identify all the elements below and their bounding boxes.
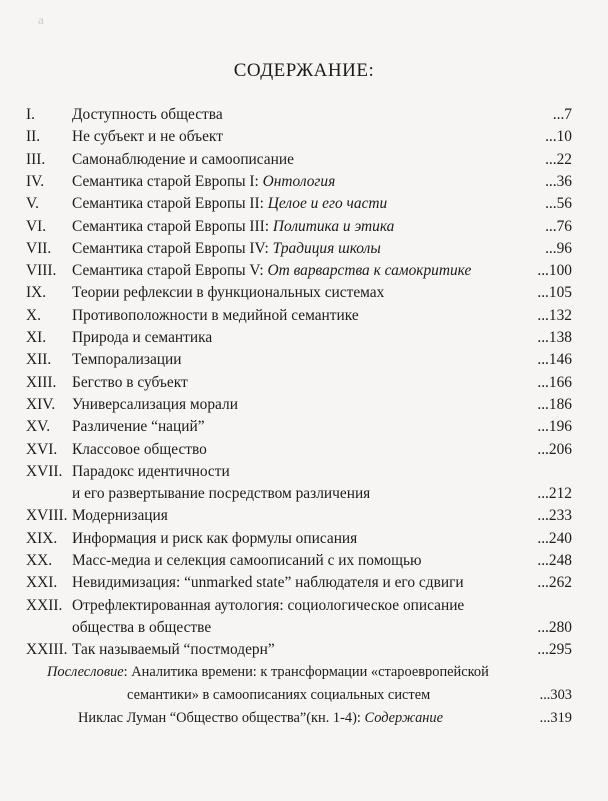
toc-entry-number: XVII. [26, 462, 63, 480]
toc-entry-title [72, 260, 471, 282]
toc-entry [0, 483, 608, 505]
toc-entry-title [72, 171, 335, 193]
toc-entry-page: ...56 [545, 195, 572, 213]
contents-italic: Содержание [364, 710, 443, 726]
toc-entry-page: ...295 [537, 641, 572, 659]
toc-entry-number: II. [26, 128, 41, 146]
toc-entry-italic: Целое и его части [267, 195, 388, 213]
toc-entry [0, 349, 608, 371]
toc-entry-text: Универсализация морали [72, 395, 238, 413]
toc-entry-number: VIII. [26, 262, 57, 280]
toc-entry-title [72, 416, 205, 438]
toc-entry-title [72, 617, 211, 639]
toc-entry-text: Бегство в субъект [72, 373, 188, 391]
toc-entry-text: Масс-медиа и селекция самоописаний с их помощью [72, 552, 422, 569]
toc-entry-title [72, 461, 230, 483]
toc-entry [0, 193, 608, 215]
toc-entry [0, 439, 608, 461]
toc-entry-number: XII. [26, 351, 52, 369]
toc-entry [0, 104, 608, 126]
toc-entry-text: Семантика старой Европы I: [72, 172, 263, 190]
toc-entry [0, 238, 608, 260]
toc-entry [0, 216, 608, 238]
toc-entry-number: XVI. [26, 440, 58, 458]
toc-entry-title [72, 483, 370, 505]
toc-entry-number: III. [26, 150, 46, 168]
toc-entry-italic: От варварства к самокритике [267, 262, 472, 280]
toc-entry-page: ...138 [537, 329, 572, 346]
toc-entry-italic: Традиция школы [272, 239, 381, 257]
toc-entry-page: ...196 [537, 418, 572, 436]
toc-entry-text: Семантика старой Европы IV: [72, 239, 273, 257]
toc-entry-page: ...186 [537, 395, 572, 413]
toc-entry-title [72, 528, 357, 550]
toc-entry-text: Классовое общество [72, 440, 207, 458]
toc-entry-number: XI. [26, 329, 47, 346]
toc-entry-page: ...262 [537, 574, 572, 592]
toc-entry-text: Доступность общества [72, 106, 223, 123]
toc-entry-number: XV. [26, 418, 51, 436]
toc-entry-number: XX. [26, 552, 53, 569]
toc-entry [0, 305, 608, 327]
toc-entry-italic: Онтология [262, 172, 336, 190]
toc-entry-number: XIX. [26, 529, 58, 547]
toc-entry-text: Отрефлектированная аутология: социологическое описание [72, 596, 465, 614]
afterword-text-2: семантики» в самоописаниях социальных систем [127, 687, 431, 703]
toc-entry-text: Темпорализации [72, 351, 182, 369]
toc-entry [0, 639, 608, 661]
toc-entry [0, 327, 608, 349]
toc-entry [0, 528, 608, 550]
toc-entry-text: Так называемый “постмодерн” [72, 641, 275, 659]
toc-entry [0, 550, 608, 572]
toc-entry-title [72, 305, 359, 327]
toc-entry-page: ...280 [537, 618, 572, 636]
toc-entry-title [72, 505, 168, 527]
toc-entry-page: ...96 [545, 239, 572, 257]
toc-entry-number: VII. [26, 239, 52, 257]
toc-entry-text: Не субъект и не объект [72, 128, 223, 146]
toc-entry-number: XIII. [26, 373, 57, 391]
toc-entry-title [72, 550, 422, 572]
toc-entry-text: Различение “наций” [72, 418, 205, 436]
toc-entry-text: Самонаблюдение и самоописание [72, 150, 294, 168]
toc-entry [0, 126, 608, 148]
toc-entry-page: ...7 [552, 106, 572, 123]
toc-entry-text: Теории рефлексии в функциональных системах [72, 284, 385, 302]
toc-entry-page: ...76 [545, 217, 572, 235]
toc-entry-text: Семантика старой Европы V: [72, 262, 268, 280]
toc-entry-title [72, 193, 387, 215]
toc-entry-number: IV. [26, 172, 45, 190]
toc-entry-page: ...10 [545, 128, 572, 146]
toc-entry-title [72, 572, 464, 594]
page-title: СОДЕРЖАНИЕ: [233, 60, 375, 81]
toc-entry-page: ...105 [537, 284, 572, 302]
toc-entry [0, 617, 608, 639]
toc-entry-title [72, 439, 207, 461]
afterword-line-1 [0, 661, 608, 683]
toc-entry-number: IX. [26, 284, 47, 302]
toc-entry [0, 416, 608, 438]
toc-entry-number: I. [26, 106, 35, 123]
toc-entry [0, 372, 608, 394]
toc-entry-title [72, 327, 212, 349]
bleed-through-text: a [38, 12, 44, 27]
toc-entry-number: X. [26, 306, 41, 324]
toc-entry [0, 595, 608, 617]
contents-page: ...319 [539, 710, 572, 726]
afterword-text-1: : Аналитика времени: к трансформации «староевропейской [123, 664, 489, 680]
afterword-label: Послесловие [47, 664, 124, 680]
toc-entry-page: ...146 [537, 351, 572, 369]
toc-entry-title [72, 149, 294, 171]
toc-entry-text: Семантика старой Европы II: [72, 195, 268, 213]
toc-entry-number: XVIII. [26, 507, 68, 525]
toc-entry-page: ...248 [537, 552, 572, 569]
toc-entry-number: VI. [26, 217, 47, 235]
toc-entry-page: ...22 [545, 150, 572, 168]
toc-entry-title [72, 639, 275, 661]
toc-entry-number: XXII. [26, 596, 63, 614]
toc-entry-number: XXIII. [26, 641, 68, 659]
toc-entry-number: XXI. [26, 574, 58, 592]
toc-entry [0, 282, 608, 304]
toc-entry-title [72, 372, 188, 394]
afterword-line-2 [0, 684, 608, 706]
toc-entry-page: ...132 [537, 306, 572, 324]
toc-entry-text: Модернизация [72, 507, 168, 525]
toc-entry-title [72, 394, 238, 416]
toc-entry-title [72, 282, 384, 304]
toc-entry-page: ...100 [537, 262, 572, 280]
toc-entry-text: Информация и риск как формулы описания [72, 529, 358, 547]
toc-entry-number: V. [26, 195, 39, 213]
toc-entry-text: Невидимизация: “unmarked state” наблюдателя и его сдвиги [72, 574, 464, 592]
toc-entry [0, 171, 608, 193]
toc-entry-title [72, 216, 394, 238]
afterword-page: ...303 [539, 687, 572, 703]
toc-entry [0, 505, 608, 527]
toc-entry-page: ...36 [545, 172, 572, 190]
toc-entry-number: XIV. [26, 395, 56, 413]
toc-entry-text: Парадокс идентичности [72, 462, 230, 480]
toc-entry-text: и его развертывание посредством различения [72, 485, 371, 503]
toc-entry-text: Природа и семантика [72, 329, 213, 346]
toc-entry-title [72, 595, 464, 617]
toc-entry-title [72, 126, 223, 148]
toc-entry-title [72, 349, 182, 371]
toc-entry-page: ...212 [537, 485, 572, 503]
toc-entry [0, 572, 608, 594]
toc-entry-page: ...240 [537, 529, 572, 547]
toc-entry-italic: Политика и этика [272, 217, 395, 235]
toc-entry [0, 461, 608, 483]
contents-line [0, 707, 608, 729]
toc-entry [0, 260, 608, 282]
toc-entry [0, 149, 608, 171]
toc-entry-title [72, 104, 223, 126]
contents-text: Никлас Луман “Общество общества”(кн. 1-4): [78, 710, 365, 726]
toc-entry-title [72, 238, 381, 260]
toc-entry-page: ...206 [537, 440, 572, 458]
toc-entry [0, 394, 608, 416]
toc-entry-page: ...233 [537, 507, 572, 525]
toc-entry-text: Противоположности в медийной семантике [72, 306, 359, 324]
toc-entry-page: ...166 [537, 373, 572, 391]
toc-entry-text: Семантика старой Европы III: [72, 217, 273, 235]
toc-entry-text: общества в обществе [72, 618, 212, 636]
